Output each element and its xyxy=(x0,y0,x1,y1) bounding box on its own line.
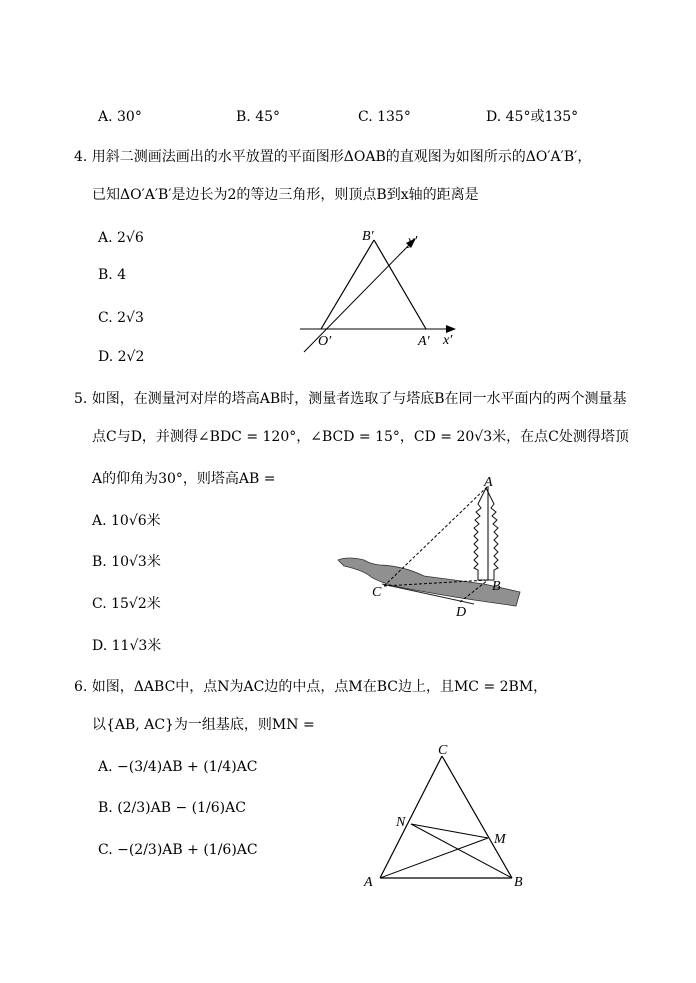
q4-label-x: x′ xyxy=(443,333,453,348)
q6-option-c: C. −(2/3)AB + (1/6)AC xyxy=(98,842,258,858)
q4-label-o: O′ xyxy=(318,334,332,349)
q4-option-b: B. 4 xyxy=(98,267,127,283)
q4-option-a: A. 2√6 xyxy=(98,230,144,246)
q5-tower xyxy=(474,488,498,580)
q4-stem-line2: 已知ΔO′A′B′是边长为2的等边三角形，则顶点B到x轴的距离是 xyxy=(92,187,479,203)
q5-segment-ca xyxy=(384,486,488,586)
q4-option-c: C. 2√3 xyxy=(98,310,144,326)
q5-option-c: C. 15√2米 xyxy=(92,596,161,612)
q4-label-b: B′ xyxy=(362,229,374,244)
q6-label-c: C xyxy=(438,743,448,758)
q6-label-b: B xyxy=(514,875,523,890)
q6-segment-nm xyxy=(411,824,488,838)
q5-stem-line2: 点C与D，并测得∠BDC = 120°，∠BCD = 15°，CD = 20√3米，在点C处测得塔顶 xyxy=(92,429,629,445)
q4-label-a: A′ xyxy=(418,334,430,349)
q4-figure xyxy=(290,222,470,358)
q5-figure xyxy=(334,472,526,620)
q4-x-arrowhead xyxy=(446,325,456,333)
q6-segment-am xyxy=(380,838,488,878)
q6-stem-line2: 以{AB, AC}为一组基底，则MN = xyxy=(92,717,315,733)
q3-option-d: D. 45°或135° xyxy=(486,109,579,125)
q6-option-b: B. (2/3)AB − (1/6)AC xyxy=(98,800,246,816)
q3-option-c: C. 135° xyxy=(358,109,411,125)
q6-label-a: A xyxy=(364,875,373,890)
q5-stem-line3: A的仰角为30°，则塔高AB = xyxy=(92,471,276,487)
q3-option-b: B. 45° xyxy=(236,109,281,125)
q5-label-a: A xyxy=(484,475,493,490)
q3-option-a: A. 30° xyxy=(98,109,142,125)
q5-label-b: B xyxy=(492,579,501,594)
q5-label-d: D xyxy=(456,605,467,620)
q6-side-ac xyxy=(380,756,442,878)
q4-side-ba xyxy=(374,240,426,329)
q5-label-c: C xyxy=(372,585,382,600)
q4-stem-line1: 4. 用斜二测画法画出的水平放置的平面图形ΔOAB的直观图为如图所示的ΔO′A′B′， xyxy=(74,149,592,165)
q5-option-a: A. 10√6米 xyxy=(92,513,161,529)
q6-stem-line1: 6. 如图，ΔABC中，点N为AC边的中点，点M在BC边上，且MC = 2BM， xyxy=(74,679,548,695)
q6-figure xyxy=(360,740,530,892)
q4-option-d: D. 2√2 xyxy=(98,349,145,365)
q5-option-b: B. 10√3米 xyxy=(92,554,161,570)
q6-label-n: N xyxy=(396,815,406,830)
q5-stem-line1: 5. 如图，在测量河对岸的塔高AB时，测量者选取了与塔底B在同一水平面内的两个测量基 xyxy=(74,391,627,407)
q6-label-m: M xyxy=(494,832,506,847)
q4-side-ob xyxy=(321,240,374,329)
q5-option-d: D. 11√3米 xyxy=(92,638,162,654)
q6-option-a: A. −(3/4)AB + (1/4)AC xyxy=(98,759,258,775)
q4-label-y: y′ xyxy=(408,234,418,249)
